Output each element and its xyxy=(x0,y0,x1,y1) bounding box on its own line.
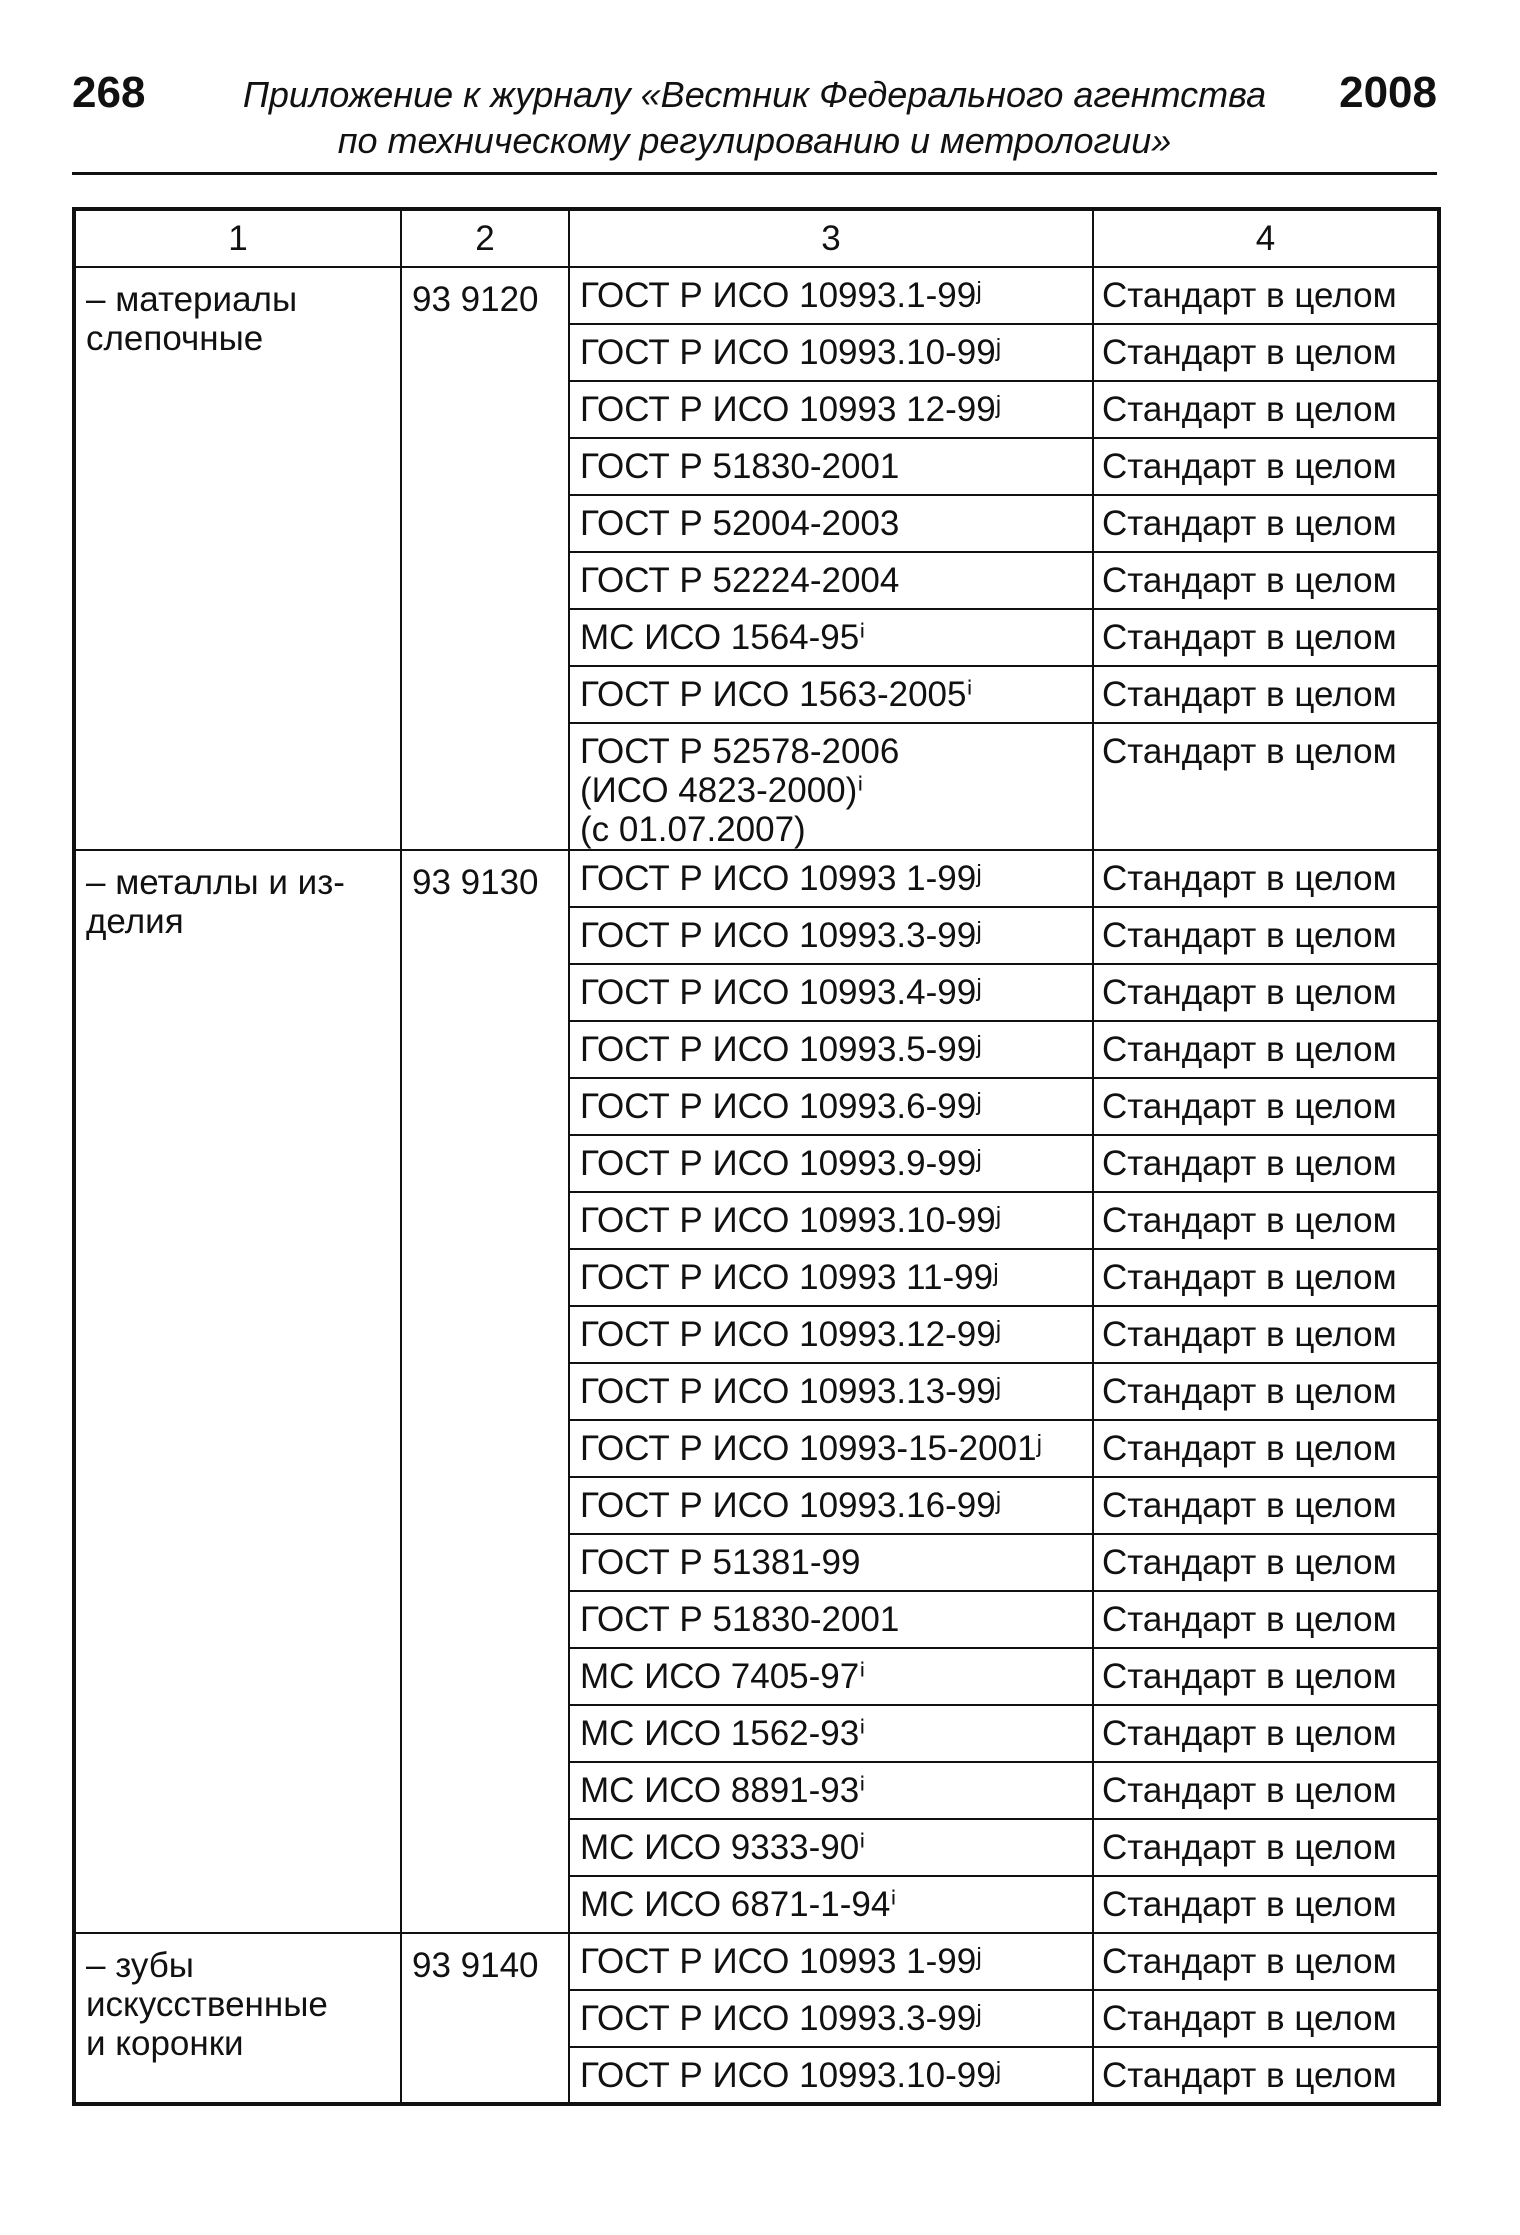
publication-year: 2008 xyxy=(1339,68,1437,117)
standard-designation-text: ГОСТ Р ИСО 10993 12-99ʲ xyxy=(580,390,1002,429)
table-body xyxy=(74,267,1439,2104)
standard-scope: Стандарт в целом xyxy=(1093,723,1439,850)
standard-designation-text: ГОСТ Р ИСО 10993.4-99ʲ xyxy=(580,973,982,1012)
standard-scope: Стандарт в целом xyxy=(1093,1648,1439,1705)
standard-designation xyxy=(569,1135,1093,1192)
standard-designation-text: МС ИСО 7405-97ⁱ xyxy=(580,1657,866,1696)
standard-scope: Стандарт в целом xyxy=(1093,964,1439,1021)
standard-scope: Стандарт в целом xyxy=(1093,381,1439,438)
page-number: 268 xyxy=(72,68,146,117)
table-header-row xyxy=(74,209,1439,267)
standard-designation xyxy=(569,1876,1093,1933)
standard-designation xyxy=(569,1990,1093,2047)
standard-designation-text: ГОСТ Р ИСО 10993.10-99ʲ xyxy=(580,1201,1002,1240)
journal-title-line-2: по техническому регулированию и метрологии» xyxy=(337,120,1172,161)
product-group-label: – зубы искусственные и коронки xyxy=(86,1946,328,2063)
product-group-label: – материалы слепочные xyxy=(86,280,298,358)
standard-designation xyxy=(569,1078,1093,1135)
standard-designation-text: ГОСТ Р 51381-99 xyxy=(580,1543,861,1582)
page-header xyxy=(72,58,1437,173)
standard-scope: Стандарт в целом xyxy=(1093,1420,1439,1477)
standard-designation-text: МС ИСО 9333-90ⁱ xyxy=(580,1828,866,1867)
standard-designation xyxy=(569,723,1093,850)
column-header-2: 2 xyxy=(401,209,569,267)
product-group-label: – металлы и из- делия xyxy=(86,863,345,941)
standard-scope: Стандарт в целом xyxy=(1093,1933,1439,1990)
standard-designation-text: ГОСТ Р ИСО 10993 11-99ʲ xyxy=(580,1258,999,1297)
standard-designation-text: МС ИСО 1562-93ⁱ xyxy=(580,1714,866,1753)
standard-scope: Стандарт в целом xyxy=(1093,324,1439,381)
standard-designation xyxy=(569,1762,1093,1819)
standard-scope: Стандарт в целом xyxy=(1093,1762,1439,1819)
product-group-code: 93 9120 xyxy=(401,267,569,850)
journal-title-line-1: Приложение к журналу «Вестник Федерального агентства xyxy=(242,74,1267,115)
standard-scope: Стандарт в целом xyxy=(1093,1876,1439,1933)
standard-scope: Стандарт в целом xyxy=(1093,666,1439,723)
standard-scope: Стандарт в целом xyxy=(1093,1990,1439,2047)
standard-scope: Стандарт в целом xyxy=(1093,1021,1439,1078)
standard-designation xyxy=(569,666,1093,723)
standard-scope: Стандарт в целом xyxy=(1093,552,1439,609)
product-group-code: 93 9130 xyxy=(401,850,569,1933)
standard-designation-text: ГОСТ Р ИСО 10993 1-99ʲ xyxy=(580,1942,982,1981)
standard-designation xyxy=(569,1192,1093,1249)
standard-designation xyxy=(569,438,1093,495)
header-divider xyxy=(72,172,1437,175)
standard-scope: Стандарт в целом xyxy=(1093,907,1439,964)
standard-scope: Стандарт в целом xyxy=(1093,495,1439,552)
table-row xyxy=(74,850,1439,907)
standard-designation-text: ГОСТ Р ИСО 10993.3-99ʲ xyxy=(580,916,982,955)
standard-designation xyxy=(569,964,1093,1021)
standard-scope: Стандарт в целом xyxy=(1093,1705,1439,1762)
standard-scope: Стандарт в целом xyxy=(1093,1534,1439,1591)
standard-designation-text: ГОСТ Р ИСО 10993.6-99ʲ xyxy=(580,1087,982,1126)
standard-designation-text: ГОСТ Р ИСО 10993.3-99ʲ xyxy=(580,1999,982,2038)
column-header-3: 3 xyxy=(569,209,1093,267)
standard-designation-text: МС ИСО 8891-93ⁱ xyxy=(580,1771,866,1810)
standard-designation xyxy=(569,1363,1093,1420)
standard-designation-text: ГОСТ Р ИСО 10993.13-99ʲ xyxy=(580,1372,1002,1411)
standard-designation-text: ГОСТ Р 52004-2003 xyxy=(580,504,900,543)
standard-scope: Стандарт в целом xyxy=(1093,1363,1439,1420)
standard-designation-text: ГОСТ Р ИСО 10993 1-99ʲ xyxy=(580,859,982,898)
standard-scope: Стандарт в целом xyxy=(1093,438,1439,495)
journal-title xyxy=(192,72,1317,164)
standard-designation xyxy=(569,381,1093,438)
standard-scope: Стандарт в целом xyxy=(1093,2047,1439,2104)
standard-designation xyxy=(569,1933,1093,1990)
product-group-code: 93 9140 xyxy=(401,1933,569,2104)
standard-designation xyxy=(569,1477,1093,1534)
standard-designation-text: ГОСТ Р ИСО 1563-2005ⁱ xyxy=(580,675,973,714)
table-row xyxy=(74,1933,1439,1990)
standards-table xyxy=(72,207,1441,2106)
standard-designation-text: МС ИСО 1564-95ⁱ xyxy=(580,618,866,657)
standard-designation-text: ГОСТ Р 51830-2001 xyxy=(580,447,900,486)
standard-scope: Стандарт в целом xyxy=(1093,1078,1439,1135)
standard-designation-text: МС ИСО 6871-1-94ⁱ xyxy=(580,1885,897,1924)
standard-designation xyxy=(569,1306,1093,1363)
standard-designation-text: ГОСТ Р ИСО 10993-15-2001ʲ xyxy=(580,1429,1043,1468)
product-group-name xyxy=(74,1933,401,2104)
standard-designation-text: ГОСТ Р ИСО 10993.1-99ʲ xyxy=(580,276,982,315)
standard-scope: Стандарт в целом xyxy=(1093,1135,1439,1192)
product-group-name xyxy=(74,267,401,850)
standard-designation xyxy=(569,267,1093,324)
standard-designation xyxy=(569,495,1093,552)
standard-scope: Стандарт в целом xyxy=(1093,1192,1439,1249)
standard-designation-text: ГОСТ Р 51830-2001 xyxy=(580,1600,900,1639)
standard-designation-text: ГОСТ Р ИСО 10993.10-99ʲ xyxy=(580,2056,1002,2095)
standard-designation xyxy=(569,1705,1093,1762)
standard-designation-text: ГОСТ Р ИСО 10993.16-99ʲ xyxy=(580,1486,1002,1525)
standard-scope: Стандарт в целом xyxy=(1093,267,1439,324)
standard-scope: Стандарт в целом xyxy=(1093,1306,1439,1363)
standard-designation-text: ГОСТ Р ИСО 10993.5-99ʲ xyxy=(580,1030,982,1069)
standard-designation xyxy=(569,2047,1093,2104)
standard-designation xyxy=(569,907,1093,964)
column-header-4: 4 xyxy=(1093,209,1439,267)
standard-scope: Стандарт в целом xyxy=(1093,850,1439,907)
product-group-name xyxy=(74,850,401,1933)
table-row xyxy=(74,267,1439,324)
standard-scope: Стандарт в целом xyxy=(1093,1819,1439,1876)
standard-designation-text: ГОСТ Р 52578-2006 (ИСО 4823-2000)ⁱ (с 01.07.2007) xyxy=(580,732,900,849)
standard-designation xyxy=(569,1648,1093,1705)
standard-designation xyxy=(569,1021,1093,1078)
standard-designation xyxy=(569,552,1093,609)
standard-designation-text: ГОСТ Р ИСО 10993.9-99ʲ xyxy=(580,1144,982,1183)
standard-designation xyxy=(569,1534,1093,1591)
standard-scope: Стандарт в целом xyxy=(1093,1591,1439,1648)
standard-designation xyxy=(569,850,1093,907)
standard-designation xyxy=(569,1249,1093,1306)
standard-designation xyxy=(569,1420,1093,1477)
standard-designation-text: ГОСТ Р ИСО 10993.12-99ʲ xyxy=(580,1315,1002,1354)
standard-designation xyxy=(569,609,1093,666)
standard-designation-text: ГОСТ Р ИСО 10993.10-99ʲ xyxy=(580,333,1002,372)
standard-scope: Стандарт в целом xyxy=(1093,609,1439,666)
standard-scope: Стандарт в целом xyxy=(1093,1477,1439,1534)
standard-scope: Стандарт в целом xyxy=(1093,1249,1439,1306)
standard-designation-text: ГОСТ Р 52224-2004 xyxy=(580,561,900,600)
standard-designation xyxy=(569,1819,1093,1876)
standard-designation xyxy=(569,1591,1093,1648)
standard-designation xyxy=(569,324,1093,381)
column-header-1: 1 xyxy=(74,209,401,267)
